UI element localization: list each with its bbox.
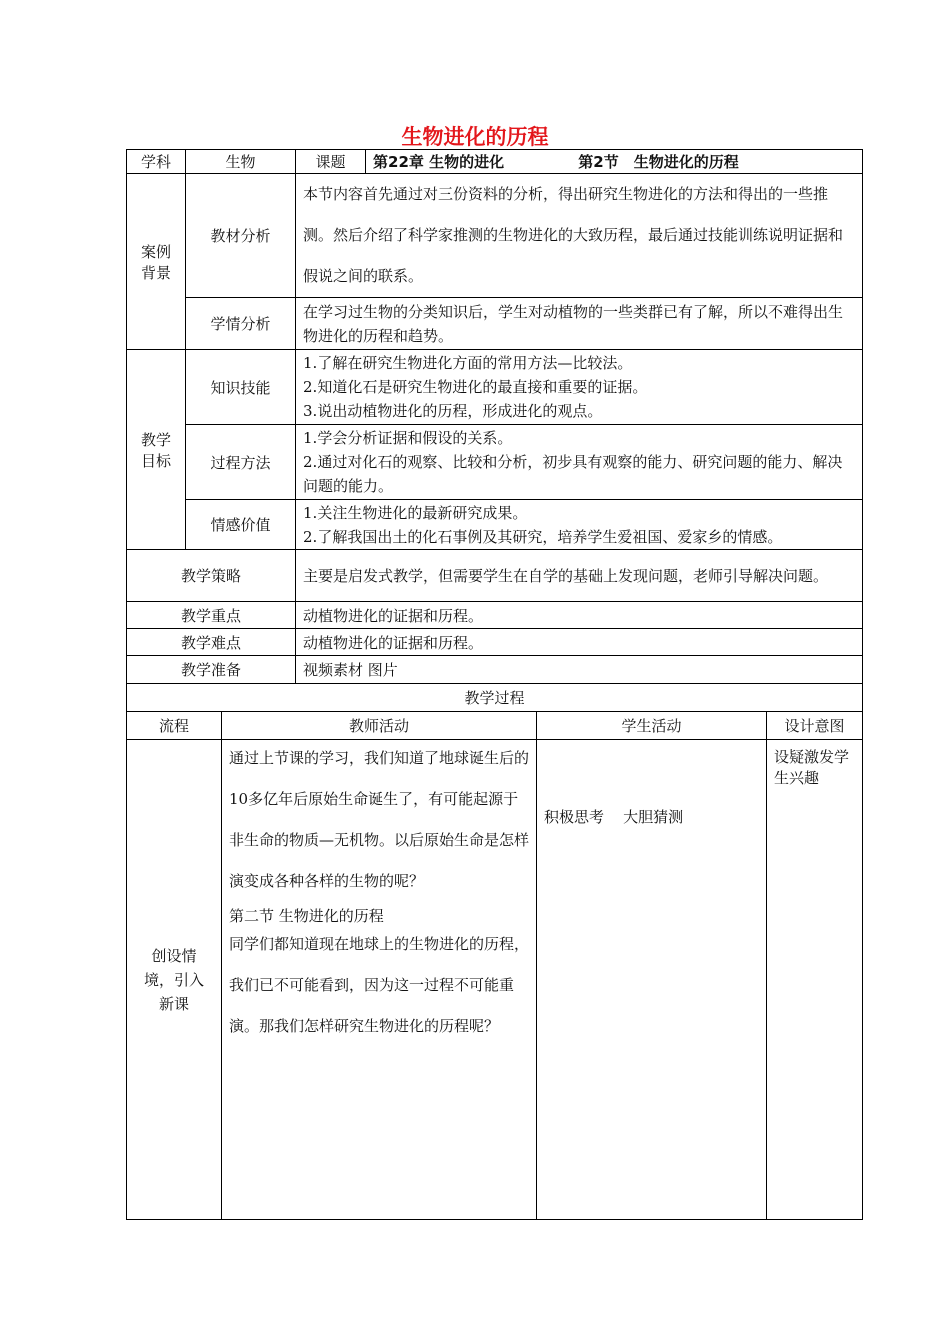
process-method-list [296, 425, 863, 500]
emotion-list [296, 500, 863, 550]
chapter-title: 第22章 生物的进化 [373, 153, 505, 171]
students-text: 在学习过生物的分类知识后，学生对动植物的一些类群已有了解，所以不难得出生物进化的历程和趋势。 [296, 298, 863, 350]
key-point-text: 动植物进化的证据和历程。 [296, 602, 863, 629]
knowledge-item: 3.说出动植物进化的历程，形成进化的观点。 [303, 402, 603, 420]
difficulty-label: 教学难点 [127, 629, 296, 656]
section-title: 第2节 生物进化的历程 [578, 153, 739, 171]
teacher-cell [222, 740, 537, 1220]
process-method-label: 过程方法 [186, 425, 296, 500]
subject-label: 学科 [127, 150, 186, 174]
students-label: 学情分析 [186, 298, 296, 350]
teacher-text: 同学们都知道现在地球上的生物进化的历程，我们已不可能看到，因为这一过程不可能重演。那我们怎样研究生物进化的历程呢？ [229, 935, 530, 1035]
topic-label: 课题 [296, 150, 366, 174]
goals-label: 教学目标 [127, 350, 186, 550]
emotion-label: 情感价值 [186, 500, 296, 550]
process-row [127, 740, 863, 1220]
student-text: 积极思考 大胆猜测 [544, 808, 684, 826]
preparation-label: 教学准备 [127, 656, 296, 684]
strategy-label: 教学策略 [127, 550, 296, 602]
knowledge-row [127, 350, 863, 425]
difficulty-row [127, 629, 863, 656]
intent-cell [767, 740, 863, 1220]
column-header-flow: 流程 [127, 712, 222, 740]
page-title: 生物进化的历程 [401, 125, 549, 149]
intent-text: 设疑激发学生兴趣 [774, 748, 850, 787]
emotion-item: 2.了解我国出土的化石事例及其研究，培养学生爱祖国、爱家乡的情感。 [303, 527, 783, 546]
preparation-row [127, 656, 863, 684]
textbook-row [127, 174, 863, 298]
process-heading: 教学过程 [127, 684, 863, 712]
background-label: 案例背景 [127, 174, 186, 350]
process-columns-row [127, 712, 863, 740]
knowledge-item: 2.知道化石是研究生物进化的最直接和重要的证据。 [303, 378, 648, 396]
subject-value: 生物 [186, 150, 296, 174]
header-row [127, 150, 863, 174]
teacher-text: 通过上节课的学习，我们知道了地球诞生后的10多亿年后原始生命诞生了，有可能起源于非生命的物质—无机物。以后原始生命是怎样演变成各种各样的生物的呢？ [229, 749, 530, 890]
knowledge-label: 知识技能 [186, 350, 296, 425]
emotion-row [127, 500, 863, 550]
column-header-intent: 设计意图 [767, 712, 863, 740]
students-row [127, 298, 863, 350]
textbook-text: 本节内容首先通过对三份资料的分析，得出研究生物进化的方法和得出的一些推测。然后介绍了科学家推测的生物进化的大致历程，最后通过技能训练说明证据和假说之间的联系。 [296, 174, 863, 298]
knowledge-list [296, 350, 863, 425]
emotion-item: 1.关注生物进化的最新研究成果。 [303, 503, 528, 522]
key-point-label: 教学重点 [127, 602, 296, 629]
strategy-row [127, 550, 863, 602]
strategy-text: 主要是启发式教学，但需要学生在自学的基础上发现问题，老师引导解决问题。 [296, 550, 863, 602]
process-method-item: 2.通过对化石的观察、比较和分析，初步具有观察的能力、研究问题的能力、解决问题的能力。 [303, 453, 843, 495]
flow-cell: 创设情境，引入新课 [127, 740, 222, 1220]
student-cell [537, 740, 767, 1220]
textbook-label: 教材分析 [186, 174, 296, 298]
preparation-text: 视频素材 图片 [296, 656, 863, 684]
section-intro: 第二节 生物进化的历程 [229, 907, 384, 925]
process-method-item: 1.学会分析证据和假设的关系。 [303, 429, 513, 447]
column-header-student: 学生活动 [537, 712, 767, 740]
knowledge-item: 1.了解在研究生物进化方面的常用方法—比较法。 [303, 354, 633, 372]
lesson-plan-table [126, 149, 863, 1220]
topic-value [366, 150, 863, 174]
column-header-teacher: 教师活动 [222, 712, 537, 740]
difficulty-text: 动植物进化的证据和历程。 [296, 629, 863, 656]
process-heading-row [127, 684, 863, 712]
key-point-row [127, 602, 863, 629]
process-method-row [127, 425, 863, 500]
